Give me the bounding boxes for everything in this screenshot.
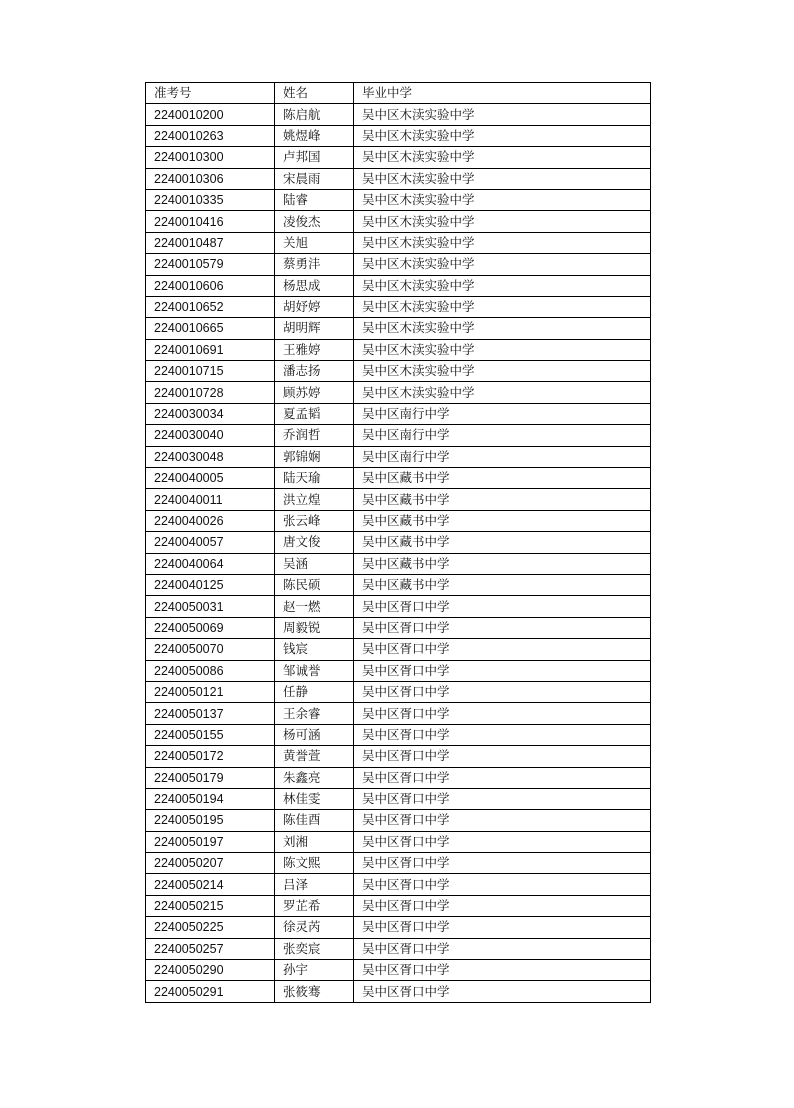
table-row	[146, 489, 651, 510]
candidate-id-cell: 2240030034	[146, 403, 275, 424]
table-row	[146, 553, 651, 574]
table-body	[146, 104, 651, 1002]
table-row	[146, 254, 651, 275]
graduated-school-cell: 吴中区木渎实验中学	[354, 189, 651, 210]
header-id: 准考号	[146, 83, 275, 104]
table-row	[146, 853, 651, 874]
candidate-id-cell: 2240050214	[146, 874, 275, 895]
table-row	[146, 168, 651, 189]
candidate-id-cell: 2240050197	[146, 831, 275, 852]
graduated-school-cell: 吴中区藏书中学	[354, 574, 651, 595]
student-name-cell: 乔润哲	[275, 425, 354, 446]
candidate-id-cell: 2240050257	[146, 938, 275, 959]
student-name-cell: 关旭	[275, 232, 354, 253]
student-name-cell: 姚煜峰	[275, 125, 354, 146]
graduated-school-cell: 吴中区胥口中学	[354, 767, 651, 788]
table-row	[146, 532, 651, 553]
table-row	[146, 917, 651, 938]
candidate-id-cell: 2240050172	[146, 746, 275, 767]
candidate-id-cell: 2240040011	[146, 489, 275, 510]
candidate-id-cell: 2240050031	[146, 596, 275, 617]
graduated-school-cell: 吴中区木渎实验中学	[354, 361, 651, 382]
graduated-school-cell: 吴中区藏书中学	[354, 510, 651, 531]
student-name-cell: 郭锦娴	[275, 446, 354, 467]
student-name-cell: 林佳雯	[275, 788, 354, 809]
graduated-school-cell: 吴中区木渎实验中学	[354, 254, 651, 275]
graduated-school-cell: 吴中区藏书中学	[354, 532, 651, 553]
student-name-cell: 卢邦国	[275, 147, 354, 168]
graduated-school-cell: 吴中区藏书中学	[354, 553, 651, 574]
graduated-school-cell: 吴中区胥口中学	[354, 831, 651, 852]
table-row	[146, 232, 651, 253]
table-row	[146, 468, 651, 489]
graduated-school-cell: 吴中区木渎实验中学	[354, 275, 651, 296]
candidate-id-cell: 2240040064	[146, 553, 275, 574]
table-row	[146, 296, 651, 317]
student-name-cell: 徐灵芮	[275, 917, 354, 938]
candidate-id-cell: 2240010306	[146, 168, 275, 189]
table-row	[146, 425, 651, 446]
table-row	[146, 339, 651, 360]
candidate-id-cell: 2240040026	[146, 510, 275, 531]
table-row	[146, 125, 651, 146]
graduated-school-cell: 吴中区木渎实验中学	[354, 125, 651, 146]
table-row	[146, 788, 651, 809]
graduated-school-cell: 吴中区木渎实验中学	[354, 168, 651, 189]
graduated-school-cell: 吴中区南行中学	[354, 425, 651, 446]
student-name-cell: 凌俊杰	[275, 211, 354, 232]
candidate-id-cell: 2240050215	[146, 895, 275, 916]
student-name-cell: 邹诚誉	[275, 660, 354, 681]
candidate-id-cell: 2240050195	[146, 810, 275, 831]
candidate-id-cell: 2240050225	[146, 917, 275, 938]
table-row	[146, 746, 651, 767]
header-name: 姓名	[275, 83, 354, 104]
candidate-id-cell: 2240040125	[146, 574, 275, 595]
student-name-cell: 胡妤婷	[275, 296, 354, 317]
student-name-cell: 唐文俊	[275, 532, 354, 553]
graduated-school-cell: 吴中区木渎实验中学	[354, 318, 651, 339]
table-row	[146, 703, 651, 724]
student-name-cell: 陈文熙	[275, 853, 354, 874]
candidate-id-cell: 2240010691	[146, 339, 275, 360]
table-row	[146, 681, 651, 702]
candidate-id-cell: 2240050070	[146, 639, 275, 660]
candidate-id-cell: 2240050155	[146, 724, 275, 745]
candidate-id-cell: 2240050291	[146, 981, 275, 1002]
student-name-cell: 夏孟韬	[275, 403, 354, 424]
graduated-school-cell: 吴中区胥口中学	[354, 681, 651, 702]
student-name-cell: 黄誉萱	[275, 746, 354, 767]
graduated-school-cell: 吴中区南行中学	[354, 446, 651, 467]
student-name-cell: 宋晨雨	[275, 168, 354, 189]
table-row	[146, 446, 651, 467]
student-name-cell: 杨可涵	[275, 724, 354, 745]
graduated-school-cell: 吴中区木渎实验中学	[354, 147, 651, 168]
graduated-school-cell: 吴中区胥口中学	[354, 660, 651, 681]
graduated-school-cell: 吴中区胥口中学	[354, 810, 651, 831]
table-row	[146, 895, 651, 916]
student-name-cell: 张云峰	[275, 510, 354, 531]
student-name-cell: 陆天瑜	[275, 468, 354, 489]
student-name-cell: 朱鑫亮	[275, 767, 354, 788]
candidate-id-cell: 2240050179	[146, 767, 275, 788]
table-row	[146, 831, 651, 852]
student-name-cell: 潘志扬	[275, 361, 354, 382]
graduated-school-cell: 吴中区胥口中学	[354, 874, 651, 895]
student-name-cell: 陈启航	[275, 104, 354, 125]
table-row	[146, 104, 651, 125]
header-school: 毕业中学	[354, 83, 651, 104]
table-row	[146, 767, 651, 788]
candidate-id-cell: 2240050207	[146, 853, 275, 874]
table-row	[146, 810, 651, 831]
table-header-row	[146, 83, 651, 104]
candidate-id-cell: 2240010715	[146, 361, 275, 382]
student-name-cell: 吕泽	[275, 874, 354, 895]
student-name-cell: 张奕宸	[275, 938, 354, 959]
table-row	[146, 874, 651, 895]
graduated-school-cell: 吴中区藏书中学	[354, 489, 651, 510]
candidate-id-cell: 2240050137	[146, 703, 275, 724]
graduated-school-cell: 吴中区藏书中学	[354, 468, 651, 489]
table-row	[146, 318, 651, 339]
candidate-id-cell: 2240010487	[146, 232, 275, 253]
candidate-id-cell: 2240010200	[146, 104, 275, 125]
student-name-cell: 王余睿	[275, 703, 354, 724]
table-row	[146, 596, 651, 617]
graduated-school-cell: 吴中区胥口中学	[354, 617, 651, 638]
student-name-cell: 赵一燃	[275, 596, 354, 617]
student-name-cell: 孙宇	[275, 960, 354, 981]
student-name-cell: 吴涵	[275, 553, 354, 574]
student-name-cell: 杨思成	[275, 275, 354, 296]
candidate-id-cell: 2240010300	[146, 147, 275, 168]
table-row	[146, 660, 651, 681]
student-name-cell: 蔡勇沣	[275, 254, 354, 275]
graduated-school-cell: 吴中区木渎实验中学	[354, 339, 651, 360]
table-row	[146, 724, 651, 745]
table-row	[146, 361, 651, 382]
student-name-cell: 陈佳酉	[275, 810, 354, 831]
candidate-id-cell: 2240040057	[146, 532, 275, 553]
graduated-school-cell: 吴中区木渎实验中学	[354, 104, 651, 125]
graduated-school-cell: 吴中区胥口中学	[354, 788, 651, 809]
candidate-id-cell: 2240010665	[146, 318, 275, 339]
graduated-school-cell: 吴中区胥口中学	[354, 853, 651, 874]
graduated-school-cell: 吴中区胥口中学	[354, 703, 651, 724]
table-row	[146, 147, 651, 168]
student-name-cell: 周毅锐	[275, 617, 354, 638]
table-row	[146, 574, 651, 595]
candidate-id-cell: 2240040005	[146, 468, 275, 489]
candidate-id-cell: 2240050290	[146, 960, 275, 981]
student-name-cell: 陆睿	[275, 189, 354, 210]
student-name-cell: 钱宸	[275, 639, 354, 660]
graduated-school-cell: 吴中区胥口中学	[354, 724, 651, 745]
candidate-id-cell: 2240010606	[146, 275, 275, 296]
table-row	[146, 639, 651, 660]
table-row	[146, 960, 651, 981]
student-name-cell: 刘湘	[275, 831, 354, 852]
graduated-school-cell: 吴中区胥口中学	[354, 746, 651, 767]
student-name-cell: 洪立煌	[275, 489, 354, 510]
student-name-cell: 罗芷希	[275, 895, 354, 916]
candidate-id-cell: 2240010263	[146, 125, 275, 146]
candidate-id-cell: 2240010652	[146, 296, 275, 317]
table-row	[146, 510, 651, 531]
candidate-id-cell: 2240050069	[146, 617, 275, 638]
graduated-school-cell: 吴中区胥口中学	[354, 960, 651, 981]
candidate-id-cell: 2240030040	[146, 425, 275, 446]
table-row	[146, 189, 651, 210]
graduated-school-cell: 吴中区胥口中学	[354, 938, 651, 959]
graduated-school-cell: 吴中区木渎实验中学	[354, 382, 651, 403]
candidate-id-cell: 2240010728	[146, 382, 275, 403]
graduated-school-cell: 吴中区木渎实验中学	[354, 232, 651, 253]
candidate-id-cell: 2240050121	[146, 681, 275, 702]
student-name-cell: 陈民硕	[275, 574, 354, 595]
table-row	[146, 211, 651, 232]
table-row	[146, 617, 651, 638]
student-name-cell: 王雅婷	[275, 339, 354, 360]
graduated-school-cell: 吴中区胥口中学	[354, 981, 651, 1002]
graduated-school-cell: 吴中区胥口中学	[354, 639, 651, 660]
candidate-id-cell: 2240010579	[146, 254, 275, 275]
candidate-id-cell: 2240050086	[146, 660, 275, 681]
graduated-school-cell: 吴中区胥口中学	[354, 596, 651, 617]
admission-roster-table	[145, 82, 651, 1003]
graduated-school-cell: 吴中区南行中学	[354, 403, 651, 424]
table-row	[146, 938, 651, 959]
candidate-id-cell: 2240050194	[146, 788, 275, 809]
graduated-school-cell: 吴中区木渎实验中学	[354, 211, 651, 232]
candidate-id-cell: 2240010416	[146, 211, 275, 232]
student-name-cell: 胡明辉	[275, 318, 354, 339]
table-row	[146, 403, 651, 424]
graduated-school-cell: 吴中区胥口中学	[354, 895, 651, 916]
graduated-school-cell: 吴中区木渎实验中学	[354, 296, 651, 317]
candidate-id-cell: 2240010335	[146, 189, 275, 210]
table-row	[146, 275, 651, 296]
table-row	[146, 382, 651, 403]
graduated-school-cell: 吴中区胥口中学	[354, 917, 651, 938]
student-name-cell: 张筱骞	[275, 981, 354, 1002]
student-name-cell: 任静	[275, 681, 354, 702]
table-row	[146, 981, 651, 1002]
candidate-id-cell: 2240030048	[146, 446, 275, 467]
student-name-cell: 顾苏婷	[275, 382, 354, 403]
